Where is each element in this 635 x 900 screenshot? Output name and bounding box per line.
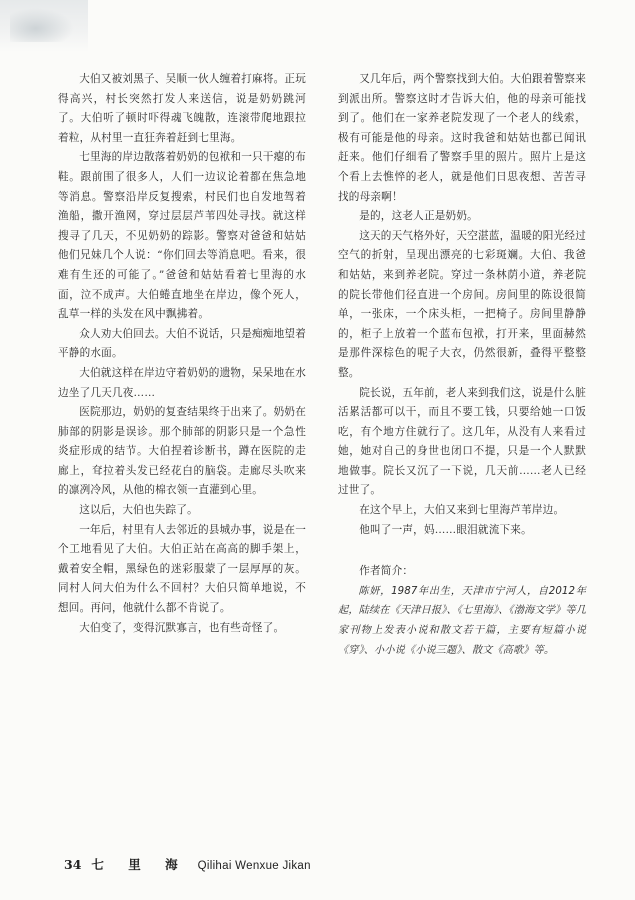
left-paragraph: 大伯就这样在岸边守着奶奶的遗物，呆呆地在水边坐了几天几夜…… xyxy=(58,366,306,399)
right-column xyxy=(338,70,586,660)
author-bio xyxy=(338,562,586,660)
author-bio-title: 作者简介： xyxy=(359,565,414,578)
right-paragraph: 是的，这老人正是奶奶。 xyxy=(359,210,478,223)
left-paragraph: 众人劝大伯回去。大伯不说话，只是痴痴地望着平静的水面。 xyxy=(58,327,306,360)
left-paragraph: 医院那边，奶奶的复查结果终于出来了。奶奶在肺部的阴影是误诊。那个肺部的阴影只是一个急性炎症形成的结节。大伯捏着诊断书，蹲在医院的走廊上，耷拉着头发已经花白的脑袋。走廊尽头吹来的凛冽冷风，从他的棉衣领一直灌到心里。 xyxy=(58,406,306,497)
page-footer xyxy=(64,855,311,875)
magazine-title-cn: 七 里 海 xyxy=(91,857,188,872)
page-number: 34 xyxy=(64,857,82,872)
left-paragraph: 大伯变了，变得沉默寡言，也有些奇怪了。 xyxy=(79,621,285,634)
left-paragraph: 这以后，大伯也失踪了。 xyxy=(79,504,198,517)
left-column xyxy=(58,70,306,638)
magazine-title-en: Qilihai Wenxue Jikan xyxy=(197,860,311,872)
left-paragraph: 一年后，村里有人去邻近的县城办事，说是在一个工地看见了大伯。大伯正站在高高的脚手架上，戴着安全帽，黑绿色的迷彩服蒙了一层厚厚的灰。同村人问大伯为什么不回村？大伯只简单地说，不想回。再问，他就什么都不肯说了。 xyxy=(58,523,306,615)
left-paragraph: 七里海的岸边散落着奶奶的包袱和一只干瘪的布鞋。跟前围了很多人，人们一边议论着都在焦急地等消息。警察沿岸反复搜索，村民们也自发地驾着渔船，撒开渔网，穿过层层芦苇四处寻找。就这样搜寻了几天，不见奶奶的踪影。警察对爸爸和姑姑他们兄妹几个人说：“你们回去等消息吧。看来，很难有生还的可能了。”爸爸和姑姑看着七里海的水面，泣不成声。大伯蜷直地坐在岸边，像个死人，乱草一样的头发在风中飘拂着。 xyxy=(58,151,306,321)
left-paragraph: 大伯又被刘黑子、吴顺一伙人缠着打麻将。正玩得高兴，村长突然打发人来送信，说是奶奶跳河了。大伯听了顿时吓得魂飞魄散，连滚带爬地跟拉着粒，从村里一直狂奔着赶到七里海。 xyxy=(58,73,306,144)
author-bio-text: 陈妍，1987年出生，天津市宁河人，自2012年起，陆续在《天津日报》、《七里海》、《渤海文学》等几家刊物上发表小说和散文若干篇，主要有短篇小说《穿》、小小说《小说三题》、散文《高歌》等。 xyxy=(338,585,586,656)
right-paragraph: 这天的天气格外好，天空湛蓝，温暖的阳光经过空气的折射，呈现出漂亮的七彩斑斓。大伯、我爸和姑姑，来到养老院。穿过一条林荫小道，养老院的院长带他们径直进一个房间。房间里的陈设很简单，一张床，一个床头柜，一把椅子。房间里静静的，柜子上放着一个蓝布包袱，打开来，里面赫然是那件深棕色的呢子大衣，仍然很新，叠得平整整整。 xyxy=(338,229,586,379)
right-paragraph: 院长说，五年前，老人来到我们这，说是什么脏活累活都可以干，而且不要工钱，只要给她一口饭吃，有个地方住就行了。这几年，从没有人来看过她，她对自己的身世也闭口不提，只是一个人默默地做事。院长又沉了一下说，几天前……老人已经过世了。 xyxy=(338,386,586,497)
right-paragraph: 又几年后，两个警察找到大伯。大伯跟着警察来到派出所。警察这时才告诉大伯，他的母亲可能找到了。他们在一家养老院发现了一个老人的线索，极有可能是他的母亲。这时我爸和姑姑也都已闻讯赶来。他们仔细看了警察手里的照片。照片上是这个看上去憔悴的老人，就是他们日思夜想、苦苦寻找的母亲啊！ xyxy=(338,73,586,203)
corner-decoration xyxy=(0,0,88,52)
right-paragraph: 在这个早上，大伯又来到七里海芦苇岸边。 xyxy=(359,504,565,517)
right-paragraph: 他叫了一声，妈……眼泪就流下来。 xyxy=(359,523,532,536)
